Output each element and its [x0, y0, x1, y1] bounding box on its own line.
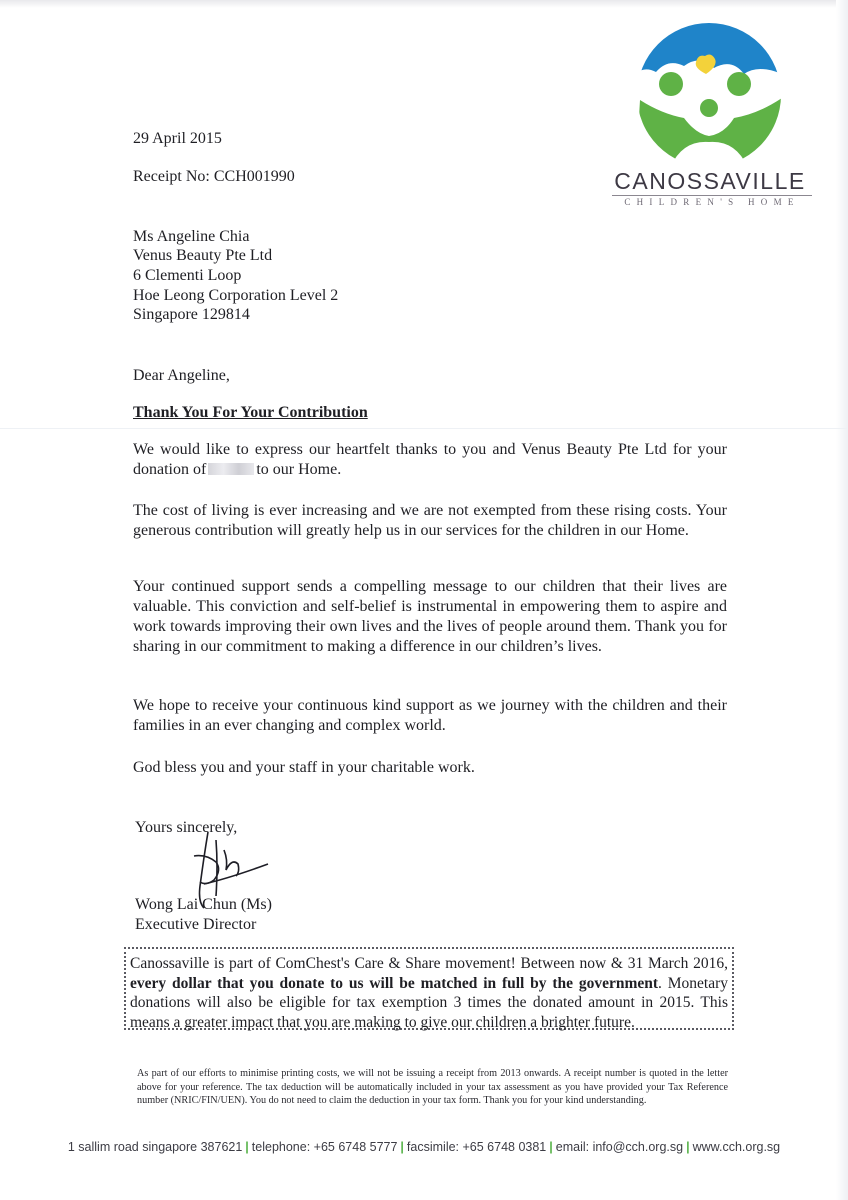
signer-title: Executive Director	[135, 916, 257, 933]
footer-telephone: telephone: +65 6748 5777	[251, 1140, 398, 1154]
footer-contact	[0, 1140, 848, 1154]
footer-separator: |	[549, 1140, 553, 1154]
notice-highlight: every dollar that you donate to us will be matched in full by the government	[130, 974, 659, 992]
paper-top-edge	[0, 0, 848, 8]
notice-text-part: . Monetary donations will also be eligible for tax exemption 3 times the donated amount in 2015. This means a greater impact that you are making to give our children a brighter future.	[130, 974, 728, 1031]
body-paragraph-4: We hope to receive your continuous kind support as we journey with the children and their families in an ever changing and complex world.	[133, 697, 727, 734]
signer-name: Wong Lai Chun (Ms)	[135, 896, 272, 913]
letter-heading: Thank You For Your Contribution	[133, 404, 368, 421]
notice-text	[130, 949, 728, 1032]
footer-email[interactable]: email: info@cch.org.sg	[555, 1140, 684, 1154]
fold-crease	[0, 428, 848, 429]
address-line: 6 Clementi Loop	[133, 267, 242, 284]
notice-text-part: Canossaville is part of ComChest's Care & Share movement! Between now & 31 March 2016,	[130, 955, 728, 972]
address-line: Hoe Leong Corporation Level 2	[133, 287, 339, 304]
address-line: Singapore 129814	[133, 306, 250, 323]
footer-separator: |	[245, 1140, 249, 1154]
paragraph-text: to our Home.	[256, 461, 342, 478]
logo-subtitle: CHILDREN'S HOME	[624, 197, 800, 207]
footer-fax: facsimile: +65 6748 0381	[406, 1140, 547, 1154]
salutation: Dear Angeline,	[133, 367, 230, 384]
footer-website[interactable]: www.cch.org.sg	[692, 1140, 781, 1154]
body-paragraph-5: God bless you and your staff in your charitable work.	[133, 759, 475, 776]
body-paragraph-1	[133, 440, 727, 480]
logo-rule	[612, 195, 812, 196]
letter-date: 29 April 2015	[133, 130, 222, 147]
closing: Yours sincerely,	[135, 819, 238, 836]
address-line: Venus Beauty Pte Ltd	[133, 247, 273, 264]
address-line: Ms Angeline Chia	[133, 228, 250, 245]
logo-emblem-icon	[636, 22, 782, 168]
paragraph-text: We would like to express our heartfelt thanks to you and Venus Beauty Pte Ltd for your donation of	[133, 441, 727, 478]
footer-separator: |	[686, 1140, 690, 1154]
logo-brand-name: CANOSSAVILLE	[614, 168, 806, 194]
comchest-notice-box	[124, 947, 734, 1030]
footer-separator: |	[400, 1140, 404, 1154]
paper-right-edge	[836, 0, 848, 1200]
footer-address: 1 sallim road singapore 387621	[67, 1140, 243, 1154]
receipt-fine-print: As part of our efforts to minimise printing costs, we will not be issuing a receipt from 2013 onwards. A receipt number is quoted in the letter above for your reference. The tax deduction will be automatically included in your tax assessment as you have provided your Tax Reference number (NRIC/FIN/UEN). You do not need to claim the deduction in your tax form. Thank you for your kind understanding.	[137, 1068, 728, 1106]
body-paragraph-3: Your continued support sends a compelling message to our children that their lives are valuable. This conviction and self-belief is instrumental in empowering them to aspire and work towards improving their own lives and the lives of people around them. Thank you for sharing in our commitment to making a difference in our children’s lives.	[133, 578, 727, 655]
redacted-amount	[208, 463, 254, 475]
body-paragraph-2: The cost of living is ever increasing and we are not exempted from these rising costs. Your generous contribution will greatly help us in our services for the children in our Home.	[133, 502, 727, 539]
receipt-number: Receipt No: CCH001990	[133, 168, 295, 185]
canossaville-logo	[612, 22, 808, 212]
